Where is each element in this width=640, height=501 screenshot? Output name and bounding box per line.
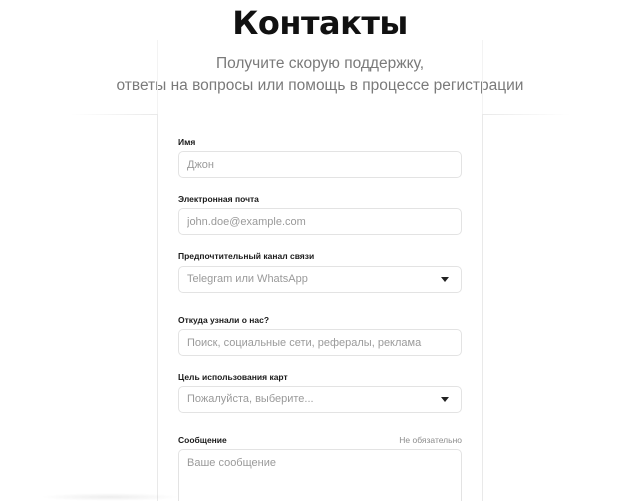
message-textarea[interactable] — [178, 449, 462, 501]
email-label: Электронная почта — [178, 194, 259, 204]
channel-select[interactable] — [178, 266, 462, 293]
source-label: Откуда узнали о нас? — [178, 315, 270, 325]
channel-select-value: Telegram или WhatsApp — [187, 273, 308, 285]
message-optional-hint: Не обязательно — [399, 435, 462, 445]
source-input[interactable] — [178, 329, 462, 356]
purpose-label: Цель использования карт — [178, 372, 288, 382]
subtitle-line-1: Получите скорую поддержку, — [215, 55, 425, 72]
name-input[interactable] — [178, 151, 462, 178]
purpose-select-value: Пожалуйста, выберите... — [187, 393, 314, 405]
page-title: Контакты — [232, 4, 408, 42]
subtitle-line-2: ответы на вопросы или помощь в процессе регистрации — [116, 77, 524, 94]
chevron-down-icon — [441, 397, 449, 402]
name-label: Имя — [178, 137, 196, 147]
chevron-down-icon — [441, 277, 449, 282]
email-input[interactable] — [178, 208, 462, 235]
bottom-shadow — [40, 493, 180, 501]
channel-label: Предпочтительный канал связи — [178, 251, 315, 261]
message-label: Сообщение — [178, 435, 227, 445]
purpose-select[interactable] — [178, 386, 462, 413]
card-top-guide — [157, 40, 483, 114]
